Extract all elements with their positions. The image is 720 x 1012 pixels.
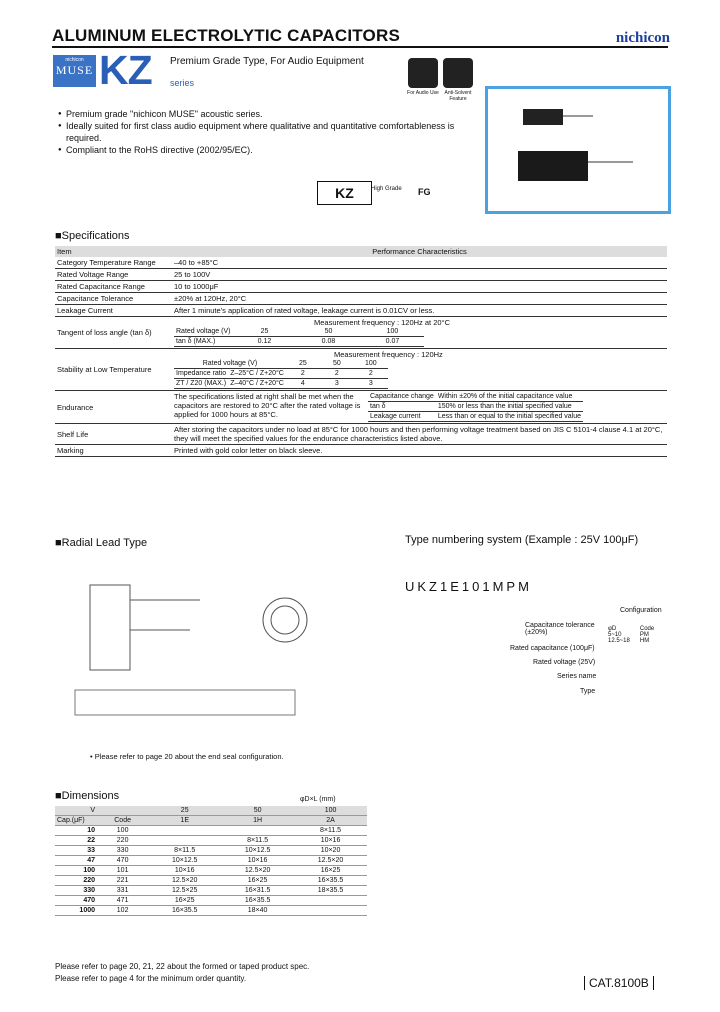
spec-item: Category Temperature Range bbox=[55, 257, 172, 269]
series-subtitle: Premium Grade Type, For Audio Equipment bbox=[170, 56, 364, 67]
rated-cap-label: Rated capacitance (100μF) bbox=[510, 645, 595, 652]
volt-col: 50 bbox=[221, 806, 294, 816]
table-cell: 12.5×25 bbox=[148, 886, 221, 896]
spec-value: Printed with gold color letter on black sleeve. bbox=[172, 445, 667, 457]
vcode: 2A bbox=[294, 816, 367, 826]
tan-h1: Rated voltage (V) bbox=[176, 328, 231, 335]
spec-heading: ■Specifications bbox=[55, 230, 130, 242]
stab-freq: Measurement frequency : 120Hz bbox=[334, 350, 443, 359]
rated-v-label: Rated voltage (25V) bbox=[533, 659, 596, 666]
spec-item: Leakage Current bbox=[55, 305, 172, 317]
table-cell: 470 bbox=[55, 896, 97, 906]
table-cell: 220 bbox=[55, 876, 97, 886]
stab-a: 2 bbox=[320, 369, 354, 379]
tan-h2: tan δ (MAX.) bbox=[174, 337, 232, 347]
spec-item: Endurance bbox=[55, 391, 172, 424]
spec-item: Rated Voltage Range bbox=[55, 269, 172, 281]
stab-v: 25 bbox=[286, 359, 320, 369]
table-cell: 221 bbox=[97, 876, 148, 886]
table-row bbox=[55, 856, 367, 866]
table-row bbox=[55, 866, 367, 876]
table-cell: 10×12.5 bbox=[221, 846, 294, 856]
type-numbering-heading: Type numbering system (Example : 25V 100μF) bbox=[405, 534, 639, 546]
table-cell: 1000 bbox=[55, 906, 97, 916]
type-code: UKZ1E101MPM bbox=[405, 579, 532, 594]
table-cell: 12.5×20 bbox=[221, 866, 294, 876]
product-photo bbox=[485, 86, 671, 214]
table-cell: 16×25 bbox=[148, 896, 221, 906]
table-cell: 10 bbox=[55, 826, 97, 836]
spec-value: 25 to 100V bbox=[172, 269, 667, 281]
table-cell: 8×11.5 bbox=[221, 836, 294, 846]
list-item: ● Premium grade "nichicon MUSE" acoustic series. bbox=[58, 108, 458, 120]
catalog-number: CAT.8100B bbox=[584, 976, 654, 990]
config-label: Configuration bbox=[620, 607, 662, 614]
config-table bbox=[608, 626, 654, 644]
end-v: Less than or equal to the initial specified value bbox=[437, 413, 582, 420]
tan-freq: Measurement frequency : 120Hz at 20°C bbox=[314, 318, 450, 327]
table-cell: 18×40 bbox=[221, 906, 294, 916]
config-cell: Code bbox=[639, 626, 655, 632]
spec-item: Marking bbox=[55, 445, 172, 457]
stab-a: 2 bbox=[286, 369, 320, 379]
table-cell: 8×11.5 bbox=[294, 826, 367, 836]
config-cell: 12.5~18 bbox=[608, 638, 630, 644]
audio-use-icon bbox=[408, 58, 438, 88]
radial-lead-diagram bbox=[60, 560, 320, 720]
spec-value: After storing the capacitors under no load at 85°C for 1000 hours and then performing voltage treatment based on JIS C 5101-4 clause 4.1 at 20°C, they will meet the specified values for the endurance characteristics listed above. bbox=[172, 424, 667, 445]
series-word: series bbox=[170, 78, 195, 88]
stab-b: 3 bbox=[354, 379, 388, 389]
table-cell: 12.5×20 bbox=[148, 876, 221, 886]
config-cell: 5~10 bbox=[608, 632, 622, 638]
table-cell: 47 bbox=[55, 856, 97, 866]
col-perf: Performance Characteristics bbox=[172, 246, 667, 257]
stab-a: 2 bbox=[354, 369, 388, 379]
brand-logo: nichicon bbox=[615, 30, 670, 46]
spec-value: ±20% at 120Hz, 20°C bbox=[172, 293, 667, 305]
table-cell bbox=[294, 896, 367, 906]
volt-col: 100 bbox=[294, 806, 367, 816]
config-col bbox=[640, 626, 654, 644]
grade-fg: FG bbox=[418, 187, 431, 197]
table-cell: 16×25 bbox=[221, 876, 294, 886]
vcode: 1H bbox=[221, 816, 294, 826]
table-cell: 100 bbox=[55, 866, 97, 876]
table-cell: 220 bbox=[97, 836, 148, 846]
footer-line: Please refer to page 20, 21, 22 about the formed or taped product spec. bbox=[55, 962, 310, 971]
stab-cell bbox=[172, 349, 667, 391]
list-item: ● Compliant to the RoHS directive (2002/95/EC). bbox=[58, 144, 458, 156]
tan-t: 0.08 bbox=[296, 337, 360, 347]
table-cell: 16×25 bbox=[294, 866, 367, 876]
footer-line: Please refer to page 4 for the minimum order quantity. bbox=[55, 974, 247, 983]
footer-notes bbox=[55, 961, 309, 985]
table-cell bbox=[148, 836, 221, 846]
stab-b: 3 bbox=[320, 379, 354, 389]
code-header: Code bbox=[97, 816, 148, 826]
code-col bbox=[97, 806, 148, 816]
table-cell bbox=[294, 906, 367, 916]
endurance-cell bbox=[172, 391, 667, 424]
stab-v: 50 bbox=[320, 359, 354, 369]
table-cell: 10×12.5 bbox=[148, 856, 221, 866]
stab-r: Z–25°C / Z+20°C bbox=[230, 370, 284, 377]
table-cell bbox=[221, 826, 294, 836]
tan-v: 100 bbox=[360, 327, 424, 337]
spec-item: Stability at Low Temperature bbox=[55, 349, 172, 391]
anti-solvent-icon bbox=[443, 58, 473, 88]
table-row bbox=[55, 886, 367, 896]
tan-v: 25 bbox=[232, 327, 296, 337]
corner-cap: Cap.(μF) bbox=[55, 816, 97, 826]
table-cell: 330 bbox=[55, 886, 97, 896]
table-cell: 10×16 bbox=[148, 866, 221, 876]
corner-v: V bbox=[55, 806, 97, 816]
table-cell: 16×35.5 bbox=[221, 896, 294, 906]
table-cell: 470 bbox=[97, 856, 148, 866]
tan-v: 50 bbox=[296, 327, 360, 337]
end-v: 150% or less than the initial specified value bbox=[436, 402, 583, 412]
radial-heading: ■Radial Lead Type bbox=[55, 537, 148, 549]
series-name-label: Series name bbox=[557, 673, 597, 680]
muse-text: MUSE bbox=[55, 63, 94, 77]
table-cell bbox=[148, 826, 221, 836]
capacitor-image bbox=[488, 89, 668, 211]
config-col bbox=[608, 626, 630, 644]
stab-r: ZT / Z20 (MAX.) bbox=[174, 379, 228, 389]
col-item: Item bbox=[55, 246, 172, 257]
stab-v: 100 bbox=[354, 359, 388, 369]
table-row bbox=[55, 836, 367, 846]
table-cell: 12.5×20 bbox=[294, 856, 367, 866]
stab-b: 4 bbox=[286, 379, 320, 389]
table-cell: 16×35.5 bbox=[148, 906, 221, 916]
table-cell: 10×16 bbox=[221, 856, 294, 866]
type-label: Type bbox=[580, 688, 596, 695]
stab-h1: Rated voltage (V) bbox=[174, 359, 286, 369]
end-seal-note: • Please refer to page 20 about the end seal configuration. bbox=[90, 752, 284, 761]
page-title: ALUMINUM ELECTROLYTIC CAPACITORS bbox=[52, 26, 400, 45]
stab-r: Z–40°C / Z+20°C bbox=[230, 380, 284, 387]
dims-heading: ■Dimensions bbox=[55, 790, 120, 802]
table-row bbox=[55, 896, 367, 906]
table-cell: 102 bbox=[97, 906, 148, 916]
table-cell: 33 bbox=[55, 846, 97, 856]
captol-label: Capacitance tolerance (±20%) bbox=[525, 622, 595, 636]
tan-t: 0.12 bbox=[232, 337, 296, 347]
spec-value: –40 to +85°C bbox=[172, 257, 667, 269]
table-cell: 8×11.5 bbox=[148, 846, 221, 856]
table-cell: 16×31.5 bbox=[221, 886, 294, 896]
dims-unit: φD×L (mm) bbox=[300, 796, 336, 803]
muse-small-brand: nichicon bbox=[65, 57, 84, 63]
stab-r: Impedance ratio bbox=[176, 370, 227, 377]
table-cell: 471 bbox=[97, 896, 148, 906]
spec-item: Rated Capacitance Range bbox=[55, 281, 172, 293]
endurance-text: The specifications listed at right shall be met when the capacitors are restored to 20°C after the rated voltage is applied for 1000 hours at 85°C. bbox=[174, 392, 361, 419]
vcode: 1E bbox=[148, 816, 221, 826]
spec-item: Shelf Life bbox=[55, 424, 172, 445]
table-cell: 22 bbox=[55, 836, 97, 846]
config-cell: PM bbox=[639, 632, 649, 638]
feature-list bbox=[58, 108, 458, 156]
series-code: KZ bbox=[99, 47, 152, 93]
table-row bbox=[55, 876, 367, 886]
spec-item: Capacitance Tolerance bbox=[55, 293, 172, 305]
table-cell: 331 bbox=[97, 886, 148, 896]
config-cell: φD bbox=[608, 626, 617, 632]
table-cell: 16×35.5 bbox=[294, 876, 367, 886]
spec-value: After 1 minute's application of rated voltage, leakage current is 0.01CV or less. bbox=[172, 305, 667, 317]
tan-cell bbox=[172, 317, 667, 349]
icon-label: Anti-Solvent Feature bbox=[444, 90, 472, 102]
end-k: tan δ bbox=[368, 402, 436, 412]
table-cell: 101 bbox=[97, 866, 148, 876]
table-row bbox=[55, 906, 367, 916]
spec-value: 10 to 1000μF bbox=[172, 281, 667, 293]
table-cell: 10×20 bbox=[294, 846, 367, 856]
list-item: ● Ideally suited for first class audio equipment where qualitative and quantitative comfortableness is required. bbox=[58, 120, 458, 144]
grade-kz-box: KZ bbox=[317, 181, 372, 205]
table-cell: 18×35.5 bbox=[294, 886, 367, 896]
table-row bbox=[55, 846, 367, 856]
dims-table bbox=[55, 806, 367, 916]
volt-col: 25 bbox=[148, 806, 221, 816]
config-cell: HM bbox=[639, 638, 650, 644]
table-cell: 330 bbox=[97, 846, 148, 856]
end-k: Leakage current bbox=[368, 412, 436, 422]
end-k: Capacitance change bbox=[370, 393, 434, 400]
end-v: Within ±20% of the initial capacitance value bbox=[436, 392, 583, 402]
table-cell: 100 bbox=[97, 826, 148, 836]
high-grade-arrow: High Grade bbox=[371, 186, 402, 192]
icon-label: For Audio Use bbox=[407, 90, 439, 96]
table-row bbox=[55, 826, 367, 836]
tan-t: 0.07 bbox=[360, 337, 424, 347]
spec-table bbox=[55, 246, 667, 457]
table-cell: 10×16 bbox=[294, 836, 367, 846]
spec-item: Tangent of loss angle (tan δ) bbox=[55, 317, 172, 349]
muse-logo bbox=[53, 55, 96, 87]
